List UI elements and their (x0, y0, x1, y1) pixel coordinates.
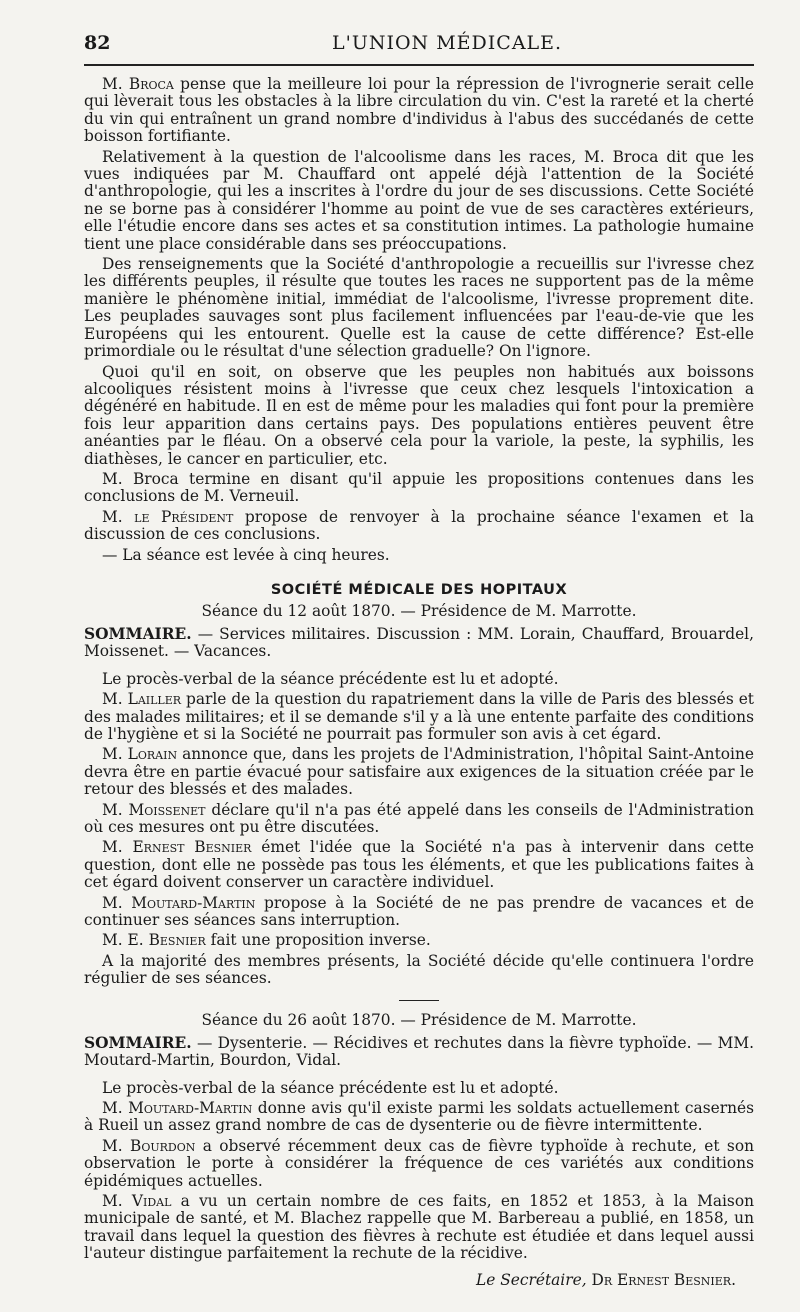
signature (84, 1271, 754, 1289)
sommaire-text: — Dysenterie. — Récidives et rechutes dans la fièvre typhoïde. — MM. Moutard-Martin, Bourdon, Vidal. (84, 1033, 754, 1070)
paragraph (84, 149, 754, 253)
paragraph-text: annonce que, dans les projets de l'Administration, l'hôpital Saint-Antoine devra être en partie évacué pour satisfaire aux exigences de la situation créée par le retour des blessés et des malades. (84, 745, 754, 799)
signature-name: Dr Ernest Besnier. (586, 1270, 736, 1289)
speaker: M. Moissenet (102, 800, 206, 819)
speaker: M. Ernest Besnier (102, 838, 252, 857)
paragraph (84, 1100, 754, 1135)
paragraph (84, 547, 754, 564)
paragraph-text: parle de la question du rapatriement dans la ville de Paris des blessés et des malades militaires; et il se demande s'il y a là une entente parfaite des conditions de l'hygiène et si la Société ne pourrait pas formuler son avis à cet égard. (84, 690, 754, 743)
page-number: 82 (84, 32, 111, 54)
sommaire (84, 1035, 754, 1070)
session-august-26 (84, 1011, 754, 1263)
paragraph-text: Des renseignements que la Société d'anthropologie a recueillis sur l'ivresse chez les différents peuples, il résulte que toutes les races ne supportent pas de la même manière le phénomène initial, immédiat de l'alcoolisme, l'ivresse proprement dite. Les peuplades sauvages sont plus facilement influencées par l'eau-de-vie que les Européens qui les entourent. Quelle est la cause de cette différence? Est-elle primordiale ou le résultat d'une sélection graduelle? On l'ignore. (84, 255, 754, 361)
speaker: M. Broca (102, 75, 174, 93)
paragraph (84, 1138, 754, 1190)
speaker: M. Lailler (102, 690, 182, 709)
paragraph-text: Quoi qu'il en soit, on observe que les peuples non habitués aux boissons alcooliques résistent moins à l'ivresse que ceux chez lesquels l'intoxication a dégénéré en habitude. Il en est de même pour les maladies qui font pour la première fois leur apparition dans certains pays. Des populations entières peuvent être anéanties par le fléau. On a observé cela pour la variole, la peste, la syphilis, les diathèses, le cancer en particulier, etc. (84, 362, 754, 468)
paragraph-text: donne avis qu'il existe parmi les soldats actuellement casernés à Rueil un assez grand nombre de cas de dysenterie ou de fièvre intermittente. (84, 1098, 755, 1135)
paragraph-text: pense que la meilleure loi pour la répression de l'ivrognerie serait celle qui lèverait tous les obstacles à la libre circulation du vin. C'est la rareté et la cherté du vin qui entraînent un grand nombre d'individus à l'abus des succédanés de cette boisson fortifiante. (84, 75, 755, 146)
paragraph-text: émet l'idée que la Société n'a pas à intervenir dans cette question, dont elle ne possède pas tous les éléments, et que les publications faites à cet égard doivent conserver un caractère individuel. (84, 838, 755, 892)
signature-role: Le Secrétaire, (475, 1270, 587, 1289)
paragraph (84, 1080, 754, 1097)
paragraph-text: a vu un certain nombre de ces faits, en 1852 et 1853, à la Maison municipale de santé, et M. Blachez rappelle que M. Barbereau a publié, en 1858, un travail dans lequel la question des fièvres à rechute est étudiée et dans lequel aussi l'auteur distingue parfaitement la rechute de la récidive. (84, 1191, 754, 1263)
paragraph-text: — La séance est levée à cinq heures. (102, 545, 390, 564)
session-august-12 (84, 602, 754, 988)
paragraph (84, 746, 754, 798)
section-divider (399, 1000, 439, 1001)
session-heading: Séance du 26 août 1870. — Présidence de M. Marrotte. (201, 1010, 637, 1029)
paragraph (84, 471, 754, 506)
paragraph-text: a observé récemment deux cas de fièvre typhoïde à rechute, et son observation le porte à considérer la fréquence de ces variétés aux conditions épidémiques actuelles. (84, 1136, 754, 1190)
sommaire-label: SOMMAIRE. (84, 1033, 192, 1052)
paragraph (84, 839, 754, 891)
broca-discussion (84, 76, 754, 564)
paragraph-text: propose de renvoyer à la prochaine séance l'examen et la discussion de ces conclusions. (84, 507, 754, 544)
paragraph (84, 691, 754, 743)
paragraph-text: déclare qu'il n'a pas été appelé dans les conseils de l'Administration où ces mesures ont pu être discutées. (84, 800, 754, 837)
paragraph-text: Le procès-verbal de la séance précédente est lu et adopté. (102, 669, 559, 688)
speaker: M. Vidal (102, 1191, 172, 1210)
section-title: SOCIÉTÉ MÉDICALE DES HOPITAUX (270, 581, 568, 598)
paragraph (84, 1193, 754, 1263)
speaker: M. Moutard-Martin (102, 893, 256, 912)
paragraph (84, 895, 754, 930)
sommaire-label: SOMMAIRE. (84, 624, 192, 643)
paragraph-text: A la majorité des membres présents, la Société décide qu'elle continuera l'ordre régulier de ses séances. (84, 951, 754, 988)
paragraph (84, 256, 754, 360)
paragraph (84, 364, 754, 468)
speaker: M. Moutard-Martin (102, 1098, 253, 1117)
paragraph (84, 76, 754, 146)
paragraph (84, 671, 754, 688)
paragraph-text: M. Broca termine en disant qu'il appuie les propositions contenues dans les conclusions de M. Verneuil. (84, 469, 754, 506)
paragraph (84, 509, 754, 544)
speaker: M. le Président (102, 507, 234, 526)
page-header (84, 32, 754, 62)
session-heading: Séance du 12 août 1870. — Présidence de M. Marrotte. (201, 601, 637, 620)
paragraph (84, 932, 754, 949)
paragraph (84, 953, 754, 988)
paragraph (84, 802, 754, 837)
paragraph-text: propose à la Société de ne pas prendre de vacances et de continuer ses séances sans interruption. (84, 893, 754, 930)
running-title: L'UNION MÉDICALE. (332, 32, 563, 54)
paragraph-text: fait une proposition inverse. (205, 931, 431, 950)
sommaire (84, 626, 754, 661)
header-rule (84, 64, 754, 66)
speaker: M. E. Besnier (102, 931, 206, 950)
speaker: M. Lorain (102, 745, 178, 764)
paragraph-text: Relativement à la question de l'alcoolisme dans les races, M. Broca dit que les vues indiquées par M. Chauffard ont appelé déjà l'attention de la Société d'anthropologie, qui les a inscrites à l'ordre du jour de ses discussions. Cette Société ne se borne pas à considérer l'homme au point de vue de ses caractères extérieurs, elle l'étudie encore dans ses actes et sa constitution intimes. La pathologie humaine tient une place considérable dans ses préoccupations. (84, 147, 754, 253)
paragraph-text: Le procès-verbal de la séance précédente est lu et adopté. (102, 1078, 559, 1097)
sommaire-text: — Services militaires. Discussion : MM. Lorain, Chauffard, Brouardel, Moissenet. — Vacances. (84, 624, 754, 661)
speaker: M. Bourdon (102, 1136, 196, 1155)
